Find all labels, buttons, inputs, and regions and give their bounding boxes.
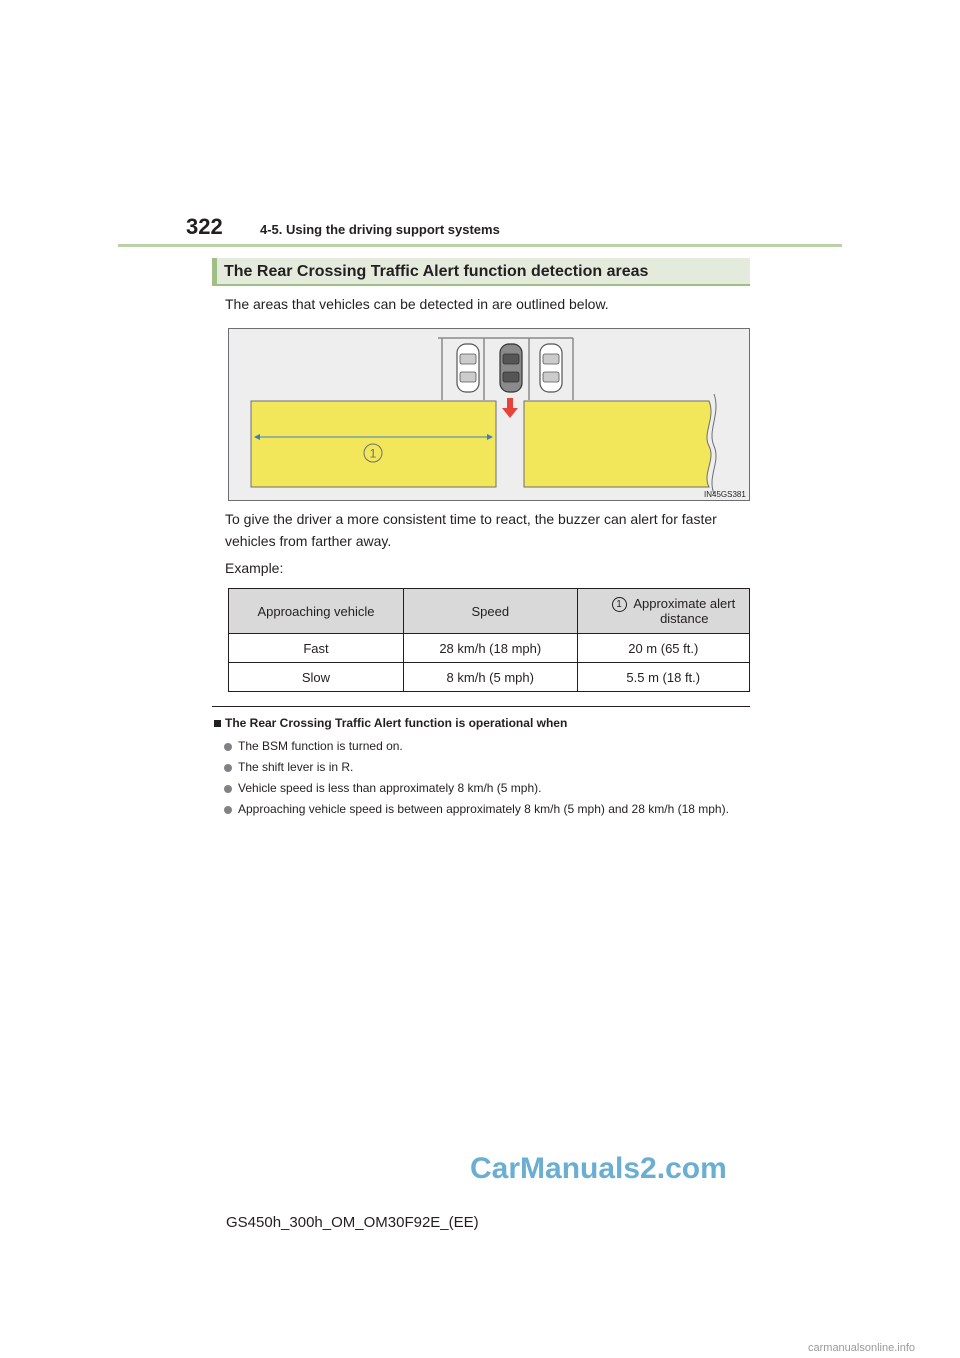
table-cell: Slow <box>229 663 404 692</box>
bullet-dot-icon <box>224 764 232 772</box>
table-header-row <box>229 589 750 634</box>
table-cell: 8 km/h (5 mph) <box>403 663 577 692</box>
table-cell: 20 m (65 ft.) <box>577 634 749 663</box>
list-item <box>224 759 750 775</box>
note-heading <box>214 716 567 730</box>
header-rule <box>118 244 842 247</box>
section-title: The Rear Crossing Traffic Alert function detection areas <box>224 263 649 280</box>
header-approaching-vehicle: Approaching vehicle <box>229 589 404 634</box>
square-bullet-icon <box>214 720 221 727</box>
list-item <box>224 780 750 796</box>
list-item <box>224 738 750 754</box>
table-cell: 28 km/h (18 mph) <box>403 634 577 663</box>
table-row <box>229 663 750 692</box>
example-label: Example: <box>225 560 284 576</box>
section-title-bar <box>212 258 750 286</box>
bullet-dot-icon <box>224 785 232 793</box>
list-item-text: The shift lever is in R. <box>238 760 354 774</box>
callout-badge: 1 <box>612 597 627 612</box>
header-alert-distance <box>577 589 749 634</box>
bullet-dot-icon <box>224 806 232 814</box>
right-parked-car-icon <box>540 344 562 392</box>
list-item-text: Vehicle speed is less than approximately 8 km/h (5 mph). <box>238 781 542 795</box>
note-heading-text: The Rear Crossing Traffic Alert function is operational when <box>225 716 568 730</box>
header-speed: Speed <box>403 589 577 634</box>
watermark: CarManuals2.com <box>470 1152 727 1185</box>
detection-area-figure <box>228 328 750 501</box>
figure-code: IN45GS381 <box>704 490 746 499</box>
own-vehicle-icon <box>500 344 522 392</box>
header-alert-distance-label: Approximate alert distance <box>633 596 736 626</box>
table-cell: Fast <box>229 634 404 663</box>
table-cell: 5.5 m (18 ft.) <box>577 663 749 692</box>
right-detection-zone <box>524 401 711 487</box>
bullet-dot-icon <box>224 743 232 751</box>
section-header: 4-5. Using the driving support systems <box>260 222 500 237</box>
title-accent <box>212 258 217 284</box>
note-divider <box>212 706 750 707</box>
intro-text: The areas that vehicles can be detected in are outlined below. <box>225 296 609 312</box>
detection-diagram <box>228 328 750 501</box>
list-item-text: The BSM function is turned on. <box>238 739 403 753</box>
buzzer-paragraph: To give the driver a more consistent time to react, the buzzer can alert for faster vehicles from farther away. <box>225 511 717 549</box>
list-item-text: Approaching vehicle speed is between approximately 8 km/h (5 mph) and 28 km/h (18 mph). <box>238 802 729 816</box>
alert-distance-table <box>228 588 750 692</box>
callout-number: 1 <box>369 446 377 461</box>
footer-code: GS450h_300h_OM_OM30F92E_(EE) <box>226 1214 479 1231</box>
left-parked-car-icon <box>457 344 479 392</box>
page-number: 322 <box>186 214 223 239</box>
watermark-small: carmanualsonline.info <box>808 1342 916 1354</box>
list-item <box>224 801 750 817</box>
table-row <box>229 634 750 663</box>
